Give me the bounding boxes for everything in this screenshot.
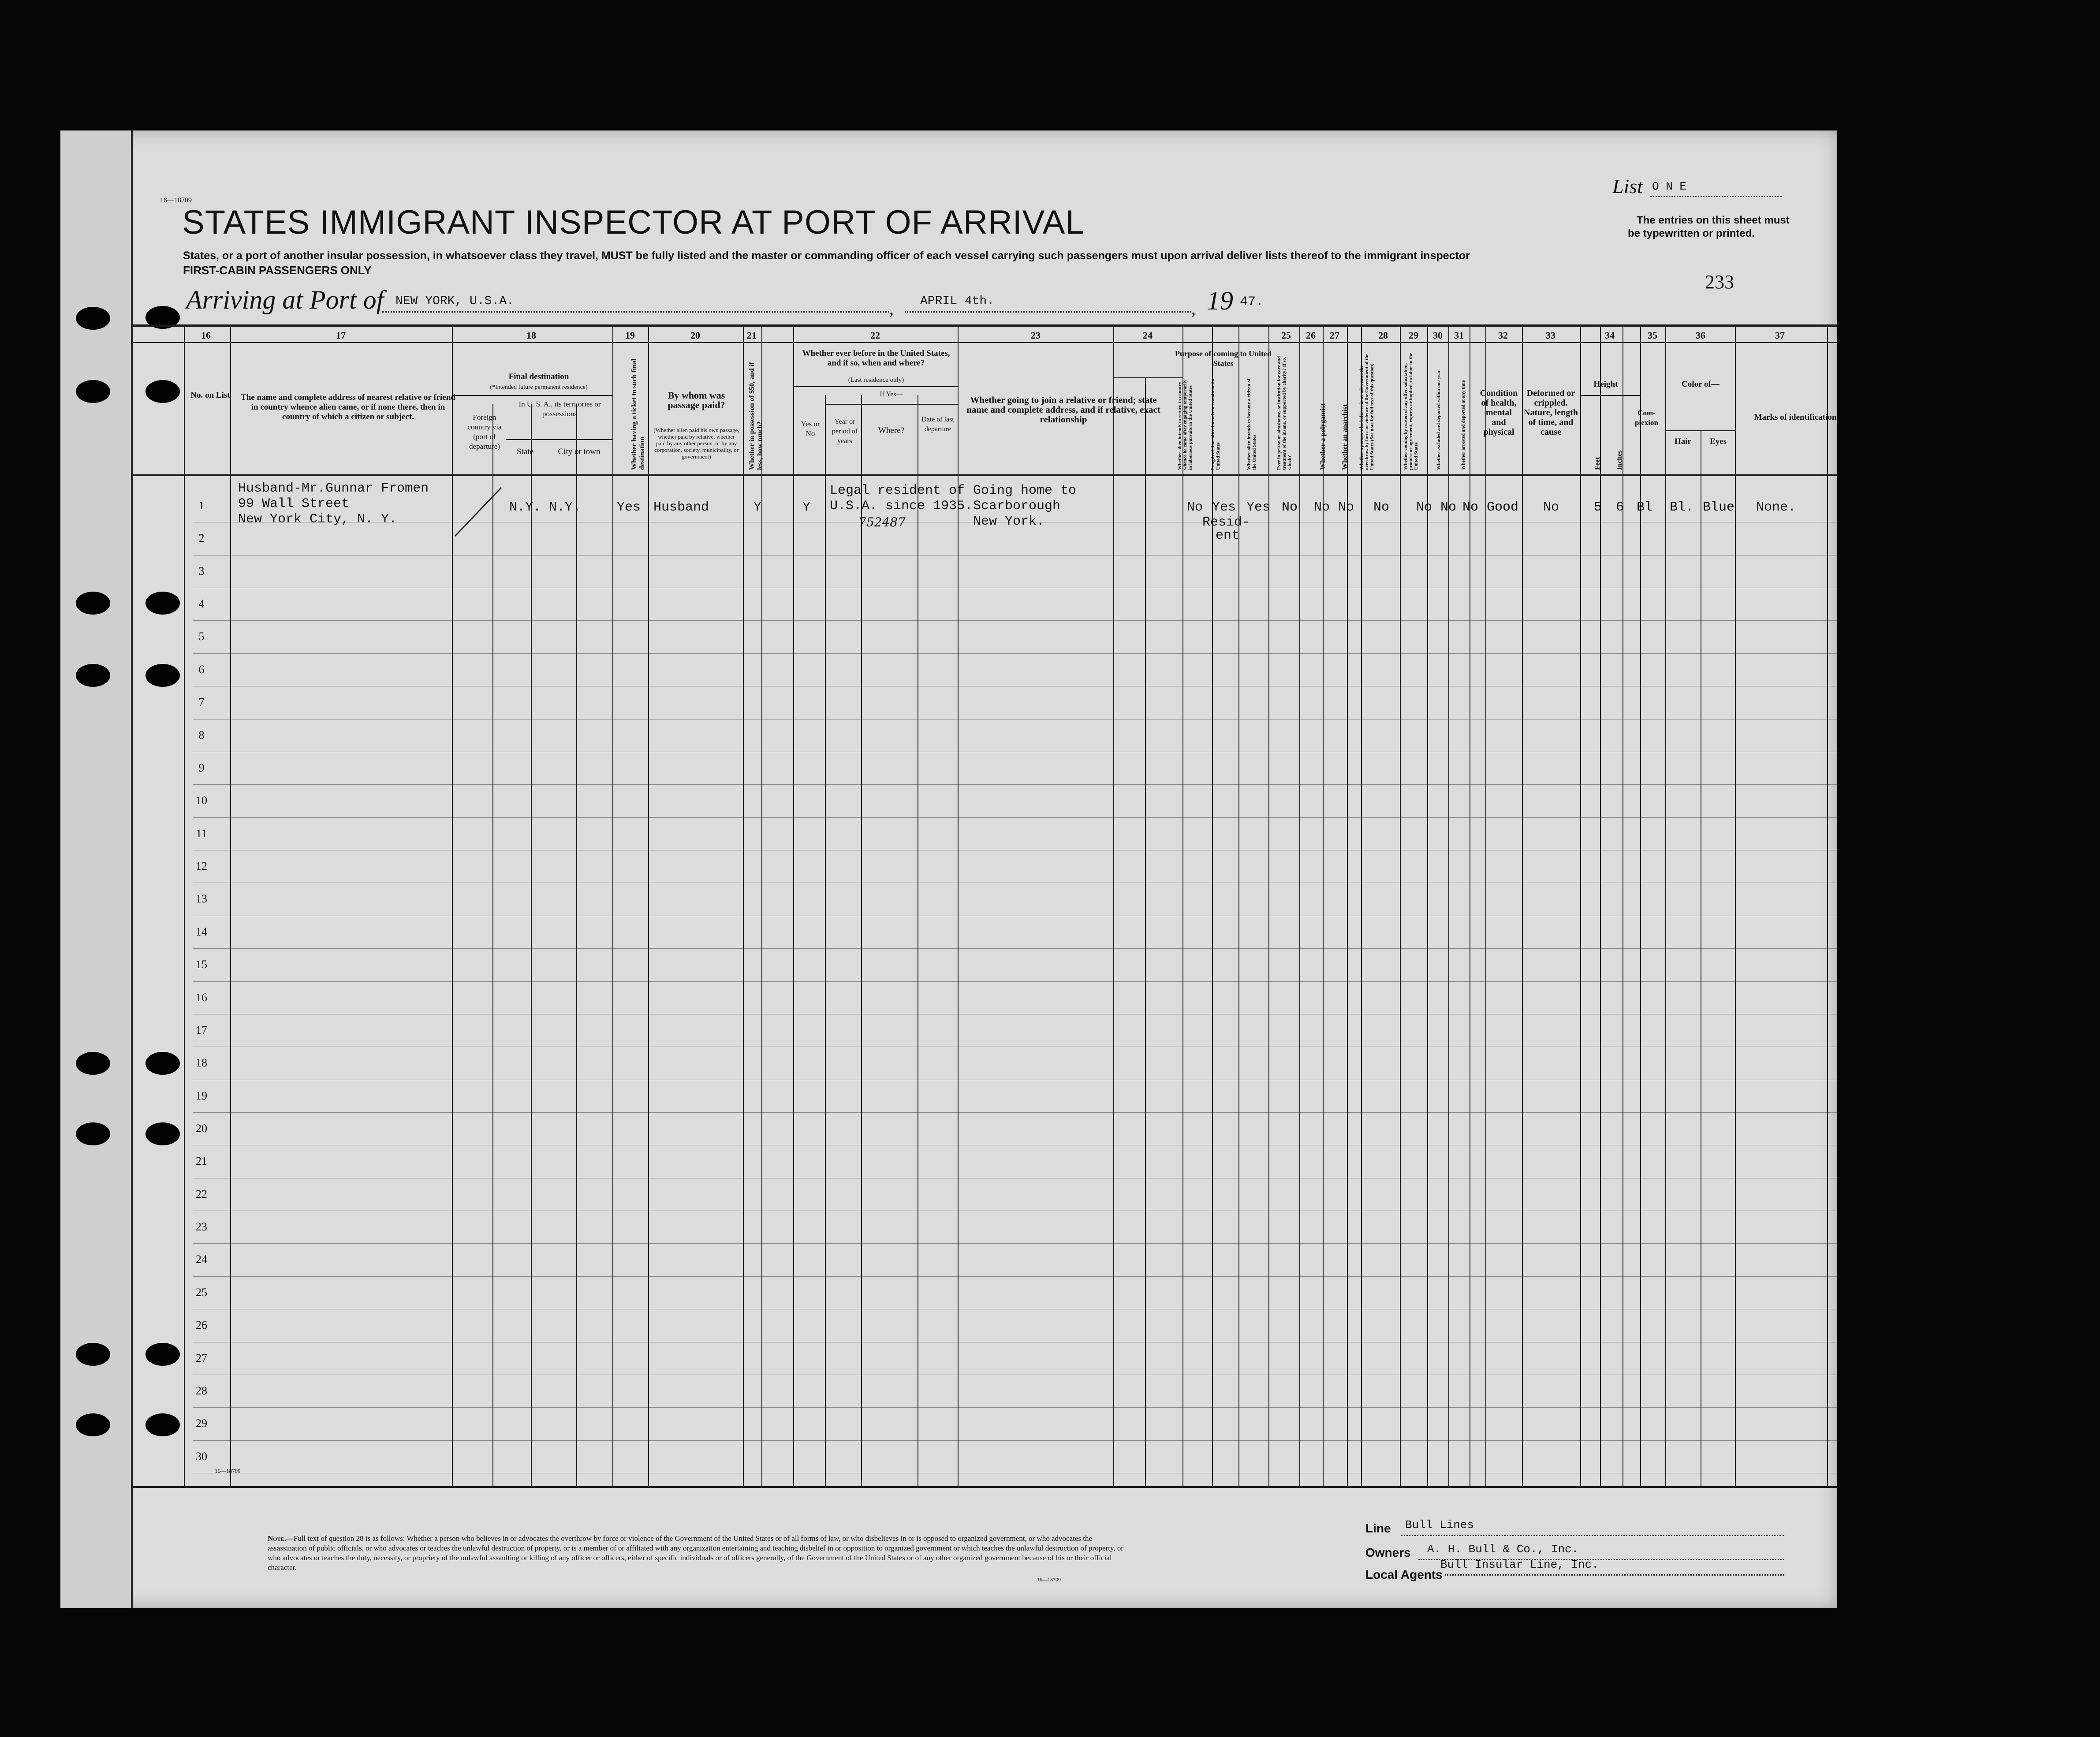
row-number: 8 — [198, 729, 205, 742]
row-number: 22 — [196, 1188, 207, 1200]
punch-hole — [145, 1052, 180, 1075]
join-line-2: Scarborough — [973, 499, 1061, 514]
purpose-sub-1: Whether alien intends to return to country whence he came after engaging temporarily in laborious pursuits in the United States — [1177, 380, 1193, 470]
entry-inches: 6 — [1616, 500, 1624, 515]
punch-hole — [145, 664, 180, 687]
table-top-rule — [131, 324, 1837, 327]
column-number: 31 — [1454, 330, 1464, 341]
join-relative-header: Whether going to join a relative or friend; state name and complete address, and if relative, exact relationship — [966, 395, 1160, 425]
page-title: STATES IMMIGRANT INSPECTOR AT PORT OF ARRIVAL — [182, 204, 1085, 241]
punch-hole — [76, 592, 110, 615]
column-divider — [648, 324, 649, 1486]
column-divider — [761, 324, 762, 1486]
arriving-label: Arriving at Port of — [186, 285, 384, 314]
column-divider — [1640, 324, 1641, 1486]
column-divider — [1427, 324, 1428, 1486]
typewritten-note-1: The entries on this sheet must — [1637, 214, 1790, 226]
list-label: List — [1612, 175, 1643, 198]
entry-passage: Husband — [653, 500, 709, 515]
row-divider — [193, 948, 1837, 949]
owners-value: A. H. Bull & Co., Inc. — [1427, 1543, 1579, 1556]
eyes-header: Eyes — [1710, 437, 1727, 446]
binding-stub — [60, 130, 133, 1608]
column-divider — [1665, 324, 1666, 1486]
column-number: 23 — [1031, 330, 1041, 341]
row-number: 18 — [196, 1056, 207, 1069]
year-suffix: 47. — [1240, 294, 1264, 309]
join-line-1: Going home to — [973, 483, 1077, 498]
passage-paid-header: By whom was passage paid? — [668, 390, 725, 410]
entry-eyes: Blue — [1703, 500, 1735, 515]
entry-deformed: No — [1543, 500, 1559, 515]
final-destination-header: Final destination — [508, 372, 569, 381]
column-number: 20 — [690, 330, 700, 341]
column-number: 29 — [1409, 330, 1418, 341]
entry-col29: No — [1416, 500, 1432, 515]
row-divider — [193, 620, 1837, 621]
entry-complexion: Bl — [1637, 500, 1653, 515]
entry-money: Y — [753, 500, 762, 515]
row-divider — [193, 981, 1837, 982]
footer-form-code: 16—18709 — [1037, 1577, 1061, 1583]
agents-value: Bull Insular Line, Inc. — [1440, 1558, 1599, 1571]
deformed-header: Deformed or crippled. Nature, length of time, and cause — [1524, 388, 1578, 437]
entry-hair: Bl. — [1670, 500, 1694, 515]
no-on-list-header: No. on List — [190, 391, 230, 400]
row-number: 15 — [196, 958, 207, 971]
row-number: 24 — [196, 1253, 207, 1266]
column-divider — [1299, 324, 1300, 1486]
residence-handwritten: 752487 — [858, 515, 906, 529]
passage-note: (Whether alien paid his own passage, whether paid by relative, whether paid by any other person, or by any corporation, society, municipality, or government) — [653, 427, 739, 460]
row-number: 10 — [196, 794, 207, 807]
header-sub-rule — [793, 386, 958, 387]
entry-purpose-2: Yes — [1212, 500, 1236, 515]
row-divider — [193, 653, 1837, 654]
entry-col28: No — [1373, 500, 1390, 515]
column-divider — [1827, 324, 1828, 1486]
column-number: 21 — [747, 330, 757, 341]
form-code-bottom: 16—18709 — [215, 1468, 241, 1474]
join-line-3: New York. — [973, 514, 1045, 529]
sub-column-divider — [1145, 377, 1146, 1486]
row-number: 28 — [196, 1384, 207, 1397]
sub-column-divider — [825, 395, 826, 1486]
column-number: 19 — [625, 330, 635, 341]
column-divider — [1347, 324, 1348, 1486]
row-divider — [193, 1276, 1837, 1277]
date-line — [905, 311, 1191, 313]
row-number: 1 — [198, 499, 205, 512]
column-number: 16 — [201, 330, 211, 341]
column-number: 35 — [1648, 330, 1657, 341]
row-number: 26 — [196, 1319, 207, 1331]
column-divider — [1361, 324, 1362, 1486]
column-divider — [1323, 324, 1324, 1486]
column-number: 22 — [870, 330, 880, 341]
row-number: 12 — [196, 860, 207, 872]
anarchist-header: Whether an anarchist — [1341, 404, 1349, 470]
year-prefix: 19 — [1207, 286, 1233, 315]
port: NEW YORK, U.S.A. — [395, 294, 514, 308]
complexion-header: Com-plexion — [1635, 409, 1658, 427]
city-header: City or town — [558, 447, 601, 456]
column-number: 27 — [1330, 330, 1339, 341]
row-number: 2 — [198, 532, 205, 544]
purpose-note-1: Resid- — [1202, 515, 1250, 530]
row-number: 5 — [198, 630, 205, 643]
comma: , — [1191, 298, 1196, 318]
height-header: Height — [1593, 380, 1618, 389]
table-header-rule — [131, 474, 1837, 476]
purpose-sub-2: Length of time alien intends to remain in the United States — [1210, 378, 1221, 470]
list-underline — [1650, 196, 1782, 197]
column-divider — [1113, 324, 1114, 1486]
entry-health: Good — [1487, 500, 1519, 515]
column-divider — [612, 324, 613, 1486]
row-number: 13 — [196, 892, 207, 905]
row-divider — [193, 817, 1837, 818]
inches-header: Inches — [1616, 450, 1623, 470]
table-bottom-rule — [131, 1486, 1837, 1488]
entry-before: Y — [802, 500, 811, 515]
entry-state: N.Y. — [509, 500, 541, 515]
agents-label: Local Agents — [1365, 1568, 1443, 1581]
row-number: 25 — [196, 1286, 207, 1299]
date: APRIL 4th. — [920, 294, 995, 308]
entry-col26: No — [1314, 500, 1330, 515]
punch-hole — [76, 1122, 110, 1145]
row-number: 16 — [196, 991, 207, 1004]
comma: , — [889, 298, 894, 318]
row-number: 19 — [196, 1089, 207, 1102]
column-number: 28 — [1378, 330, 1388, 341]
punch-hole — [145, 592, 180, 615]
sub-column-divider — [576, 404, 577, 1486]
punch-hole — [145, 1343, 180, 1366]
entry-purpose-1: No — [1187, 500, 1203, 515]
relative-line-3: New York City, N. Y. — [238, 512, 397, 527]
color-of-header: Color of— — [1682, 380, 1720, 389]
punch-hole — [76, 380, 110, 403]
column-divider — [1522, 324, 1523, 1486]
row-number: 6 — [198, 663, 205, 676]
hair-header: Hair — [1675, 437, 1691, 446]
column-divider — [743, 324, 744, 1486]
row-number: 11 — [196, 827, 207, 840]
instructions: States, or a port of another insular possession, in whatsoever class they travel, MUST be fully listed and the master or commanding officer of each vessel carrying such passengers must upon arrival deliver lists thereof to the immigrant inspector — [183, 250, 1470, 262]
polygamist-header: Whether a polygamist — [1319, 403, 1327, 470]
owners-label: Owners — [1365, 1546, 1411, 1559]
arrested-header: Whether arrested and deported at any time — [1461, 380, 1466, 470]
purpose-header: Purpose of coming to United States — [1175, 349, 1272, 368]
header-sub-rule — [452, 395, 612, 396]
entry-col30: No — [1440, 500, 1457, 515]
agents-underline — [1445, 1574, 1784, 1576]
table-rule — [131, 342, 1837, 343]
date-last-departure-header: Date of last departure — [921, 416, 954, 433]
note-label: Note. — [268, 1534, 286, 1543]
column-number: 32 — [1498, 330, 1508, 341]
row-divider — [193, 1407, 1837, 1408]
entry-city: N.Y. — [549, 500, 581, 515]
entry-col27: No — [1338, 500, 1354, 515]
money-header: Whether in possession of $50, and if less, how much? — [748, 362, 764, 470]
column-divider — [1400, 324, 1401, 1486]
year-period-header: Year or period of years — [832, 418, 858, 445]
row-number: 29 — [196, 1417, 207, 1430]
column-number: 37 — [1775, 330, 1785, 341]
column-divider — [184, 324, 185, 1486]
column-divider — [1600, 324, 1601, 1486]
column-divider — [230, 324, 231, 1486]
page-number: 233 — [1705, 271, 1734, 293]
punch-hole — [145, 380, 180, 403]
row-number: 7 — [198, 696, 205, 708]
column-number: 26 — [1306, 330, 1316, 341]
feet-header: Feet — [1594, 457, 1601, 470]
row-number: 14 — [196, 925, 207, 938]
line-underline — [1401, 1535, 1784, 1536]
sub-column-divider — [861, 395, 862, 1486]
entry-marks: None. — [1756, 500, 1796, 515]
entry-ticket: Yes — [617, 500, 641, 515]
row-divider — [193, 1243, 1837, 1244]
column-divider — [1735, 324, 1736, 1486]
row-number: 17 — [196, 1024, 207, 1036]
slash-mark — [453, 483, 506, 540]
marks-header: Marks of identification — [1754, 413, 1837, 422]
row-number: 23 — [196, 1220, 207, 1233]
column-divider — [1238, 324, 1239, 1486]
line-label: Line — [1365, 1521, 1391, 1535]
typewritten-note-2: be typewritten or printed. — [1628, 227, 1755, 239]
purpose-sub-3: Whether alien intends to become a citizen of the United States — [1246, 378, 1257, 470]
column-number: 30 — [1433, 330, 1443, 341]
row-number: 27 — [196, 1352, 207, 1364]
column-divider — [1448, 324, 1449, 1486]
header-sub-rule — [1665, 430, 1735, 431]
column-divider — [1182, 324, 1183, 1486]
overthrow-header: Whether a person who believes in or advocates the overthrow by force or violence of the Government of the United States (See note for full text of this question) — [1359, 354, 1375, 470]
header-sub-rule — [506, 439, 612, 440]
ticket-header: Whether having a ticket to such final destination — [630, 358, 646, 470]
column-number: 33 — [1546, 330, 1555, 341]
punch-hole — [76, 664, 110, 687]
health-header: Condition of health, mental and physical — [1480, 388, 1518, 437]
column-number: 25 — [1281, 330, 1291, 341]
punch-hole — [76, 1413, 110, 1436]
column-divider — [1485, 324, 1486, 1486]
column-number: 18 — [526, 330, 536, 341]
yes-no-header: Yes or No — [801, 420, 820, 438]
punch-hole — [145, 1122, 180, 1145]
row-number: 4 — [198, 597, 205, 610]
residence-line-2: U.S.A. since 1935. — [830, 499, 973, 514]
column-divider — [1580, 324, 1581, 1486]
note-text: —Full text of question 28 is as follows: Whether a person who believes in or advocates the overthrow by force or violence of the Government of the United States or of all forms of law, or who disbelieves in or is opposed to organized government, or who advocates the assassination of public officials, or who advocates or teaches the unlawful destruction of property, or is a member of or affiliated with any organization entertaining and teaching disbelief in or opposition to organized government or which teaches the unlawful destruction of property, or who advocates or teaches the duty, necessity, or propriety of the unlawful assaulting or killing of any officer or officers, either of specific individuals or of officers generally, of the Government of the United States or of any other organized government because of his or their official character. — [268, 1534, 1124, 1572]
punch-hole — [145, 1413, 180, 1436]
final-destination-note: (*Intended future permanent residence) — [490, 384, 588, 391]
purpose-note-2: ent — [1216, 528, 1240, 543]
in-usa-header: In U. S. A., its territories or possessions — [518, 400, 601, 418]
before-us-header: Whether ever before in the United States, and if so, when and where? — [802, 349, 950, 368]
footer-note — [268, 1534, 1127, 1573]
entry-col25: No — [1282, 500, 1298, 515]
port-line — [382, 311, 889, 313]
row-divider — [193, 1112, 1837, 1113]
where-header: Where? — [878, 426, 905, 435]
row-divider — [193, 1440, 1837, 1441]
column-number: 34 — [1605, 330, 1615, 341]
row-number: 20 — [196, 1122, 207, 1135]
relative-line-2: 99 Wall Street — [238, 496, 350, 511]
row-number: 21 — [196, 1155, 207, 1167]
sub-column-divider — [531, 404, 532, 1486]
foreign-country-header: Foreign country via (port of departure) — [467, 413, 502, 451]
header-sub-rule — [825, 404, 958, 405]
header-sub-rule — [1580, 395, 1640, 396]
last-residence-note: (Last residence only) — [848, 376, 904, 384]
list-value: O N E — [1652, 180, 1687, 193]
punch-hole — [76, 1052, 110, 1075]
column-divider — [1268, 324, 1269, 1486]
relative-line-1: Husband-Mr.Gunnar Fromen — [238, 481, 429, 496]
if-yes-header: If Yes— — [880, 391, 903, 398]
contract-header: Whether coming by reason of any offer, solicitation, promise or agreement, express or implied, to labor in the United States — [1403, 353, 1419, 470]
column-number: 36 — [1696, 330, 1705, 341]
punch-hole — [76, 307, 110, 330]
relative-header: The name and complete address of nearest relative or friend in country whence alien came, or if none there, then in country of which a citizen or subject. — [241, 393, 455, 421]
header-sub-rule — [1113, 377, 1182, 378]
column-divider — [1212, 324, 1213, 1486]
row-number: 9 — [198, 761, 205, 774]
entry-col31: No — [1462, 500, 1479, 515]
sub-column-divider — [492, 404, 493, 1486]
row-number: 30 — [196, 1450, 207, 1463]
entry-purpose-3: Yes — [1246, 500, 1271, 515]
entry-feet: 5 — [1594, 500, 1602, 515]
state-header: State — [517, 447, 533, 456]
form-code: 16—18709 — [160, 197, 192, 204]
manifest-sheet — [60, 130, 1837, 1608]
column-number: 17 — [336, 330, 346, 341]
column-divider — [793, 324, 794, 1486]
row-divider — [193, 784, 1837, 785]
column-number: 24 — [1143, 330, 1153, 341]
line-value: Bull Lines — [1405, 1518, 1474, 1532]
class-line: FIRST-CABIN PASSENGERS ONLY — [183, 264, 372, 277]
prison-header: Ever in prison or almshouse, or institution for care and treatment of the insane, or supported by charity? If so, which? — [1276, 356, 1292, 470]
row-number: 3 — [198, 565, 205, 578]
residence-line-1: Legal resident of — [830, 483, 965, 498]
excluded-header: Whether excluded and deported within one year — [1436, 370, 1441, 470]
punch-hole — [76, 1343, 110, 1366]
